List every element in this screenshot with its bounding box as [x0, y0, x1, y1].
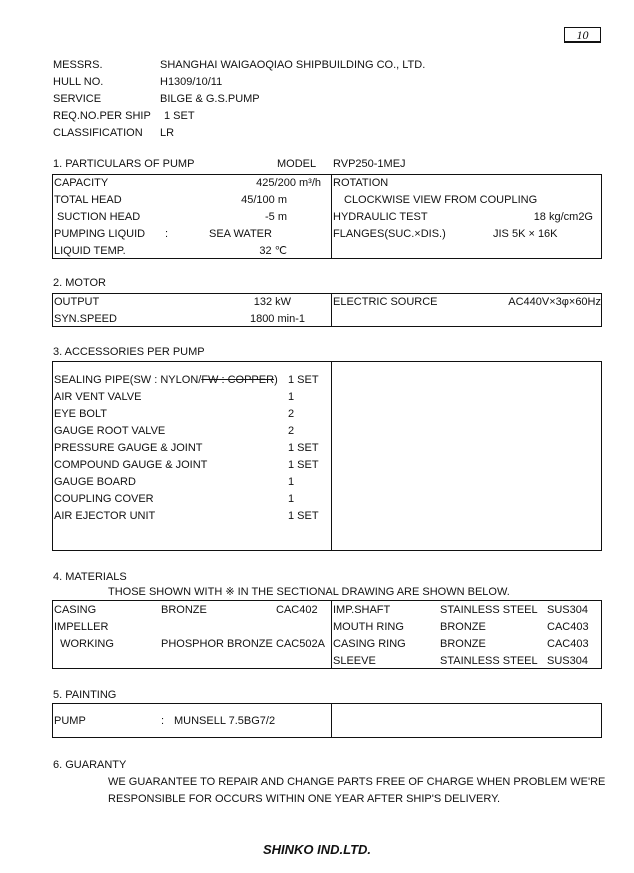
accessory-name: GAUGE ROOT VALVE: [54, 425, 166, 437]
rotation-label: ROTATION: [333, 177, 389, 189]
accessory-name: AIR EJECTOR UNIT: [54, 510, 156, 522]
capacity-value: 425/200 m³/h: [256, 177, 321, 189]
material-code: CAC403: [547, 638, 589, 650]
accessory-qty: 1 SET: [288, 459, 319, 471]
pump-particulars-table: [52, 174, 602, 259]
material-part: IMP.SHAFT: [333, 604, 391, 616]
section2-title: 2. MOTOR: [53, 277, 106, 289]
painting-table: [52, 703, 602, 738]
accessory-qty: 1 SET: [288, 510, 319, 522]
suction-head-value: -5 m: [265, 211, 287, 223]
material-code: CAC502A: [276, 638, 325, 650]
material-code: SUS304: [547, 604, 588, 616]
hull-label: HULL NO.: [53, 76, 104, 88]
material-code: CAC403: [547, 621, 589, 633]
motor-table: [52, 293, 602, 327]
material-part: SLEEVE: [333, 655, 376, 667]
service-label: SERVICE: [53, 93, 102, 105]
flanges-label: FLANGES(SUC.×DIS.): [333, 228, 446, 240]
accessory-qty: 2: [288, 425, 295, 437]
accessory-qty: 2: [288, 408, 295, 420]
messrs-label: MESSRS.: [53, 59, 103, 71]
req-value: 1 SET: [164, 110, 195, 122]
guaranty-line-2: RESPONSIBLE FOR OCCURS WITHIN ONE YEAR AFTER SHIP'S DELIVERY.: [108, 793, 501, 805]
section1-title: 1. PARTICULARS OF PUMP: [53, 158, 195, 170]
accessory-name: AIR VENT VALVE: [54, 391, 142, 403]
accessory-row: [54, 373, 278, 387]
flanges-value: JIS 5K × 16K: [493, 228, 558, 240]
pumping-liquid-label: PUMPING LIQUID: [54, 228, 146, 240]
accessory-name: COMPOUND GAUGE & JOINT: [54, 459, 208, 471]
materials-note: THOSE SHOWN WITH ※ IN THE SECTIONAL DRAWING ARE SHOWN BELOW.: [108, 586, 510, 598]
material-part: CASING: [54, 604, 97, 616]
company-footer: SHINKO IND.LTD.: [262, 842, 372, 857]
model-value: RVP250-1MEJ: [333, 158, 406, 170]
total-head-value: 45/100 m: [241, 194, 287, 206]
syn-speed-label: SYN.SPEED: [54, 313, 117, 325]
capacity-label: CAPACITY: [54, 177, 109, 189]
output-label: OUTPUT: [54, 296, 100, 308]
material-name: STAINLESS STEEL: [440, 604, 538, 616]
syn-speed-value: 1800 min-1: [249, 313, 305, 325]
material-name: BRONZE: [440, 638, 486, 650]
total-head-label: TOTAL HEAD: [54, 194, 122, 206]
classification-label: CLASSIFICATION: [53, 127, 143, 139]
classification-value: LR: [160, 127, 175, 139]
electric-source-label: ELECTRIC SOURCE: [333, 296, 438, 308]
liquid-temp-label: LIQUID TEMP.: [54, 245, 126, 257]
accessory-name: EYE BOLT: [54, 408, 107, 420]
hull-value: H1309/10/11: [160, 76, 223, 88]
model-label: MODEL: [277, 158, 317, 170]
pumping-liquid-value: SEA WATER: [209, 228, 272, 240]
accessory-qty: 1 SET: [288, 442, 319, 454]
accessory-qty: 1: [288, 391, 295, 403]
hydraulic-test-label: HYDRAULIC TEST: [333, 211, 428, 223]
sealing-pipe-qty: 1 SET: [288, 374, 319, 386]
page-number: 10: [564, 27, 601, 43]
section5-title: 5. PAINTING: [53, 689, 117, 701]
hydraulic-test-value: 18 kg/cm2G: [533, 211, 593, 223]
painting-value: MUNSELL 7.5BG7/2: [174, 715, 276, 727]
guaranty-line-1: WE GUARANTEE TO REPAIR AND CHANGE PARTS FREE OF CHARGE WHEN PROBLEM WE'RE: [108, 776, 606, 788]
section6-title: 6. GUARANTY: [53, 759, 127, 771]
material-part: MOUTH RING: [333, 621, 404, 633]
sealing-pipe-struck-text: FW : COPPER: [201, 374, 275, 386]
messrs-value: SHANGHAI WAIGAOQIAO SHIPBUILDING CO., LTD.: [160, 59, 426, 71]
section3-title: 3. ACCESSORIES PER PUMP: [53, 346, 205, 358]
output-value: 132 kW: [253, 296, 291, 308]
accessory-name: COUPLING COVER: [54, 493, 154, 505]
materials-table: [52, 600, 602, 669]
accessory-name: GAUGE BOARD: [54, 476, 136, 488]
material-name: PHOSPHOR BRONZE: [161, 638, 273, 650]
material-code: CAC402: [276, 604, 318, 616]
material-name: BRONZE: [440, 621, 486, 633]
section4-title: 4. MATERIALS: [53, 571, 127, 583]
material-name: BRONZE: [161, 604, 207, 616]
material-name: STAINLESS STEEL: [440, 655, 538, 667]
sealing-pipe-text: SEALING PIPE(SW : NYLON/: [54, 374, 202, 386]
service-value: BILGE & G.S.PUMP: [160, 93, 260, 105]
accessory-qty: 1: [288, 493, 295, 505]
material-part: IMPELLER: [54, 621, 109, 633]
painting-colon: :: [161, 715, 165, 727]
sealing-pipe-close: ): [274, 374, 278, 386]
rotation-value: CLOCKWISE VIEW FROM COUPLING: [344, 194, 538, 206]
accessory-name: PRESSURE GAUGE & JOINT: [54, 442, 203, 454]
pumping-liquid-colon: :: [165, 228, 169, 240]
material-part: CASING RING: [333, 638, 406, 650]
accessories-table: [52, 361, 602, 551]
liquid-temp-value: 32 ℃: [259, 245, 287, 257]
painting-pump-label: PUMP: [54, 715, 86, 727]
suction-head-label: SUCTION HEAD: [54, 211, 141, 223]
electric-source-value: AC440V×3φ×60Hz: [508, 296, 601, 308]
material-part: WORKING: [54, 638, 114, 650]
material-code: SUS304: [547, 655, 588, 667]
accessory-qty: 1: [288, 476, 295, 488]
req-label: REQ.NO.PER SHIP: [53, 110, 151, 122]
